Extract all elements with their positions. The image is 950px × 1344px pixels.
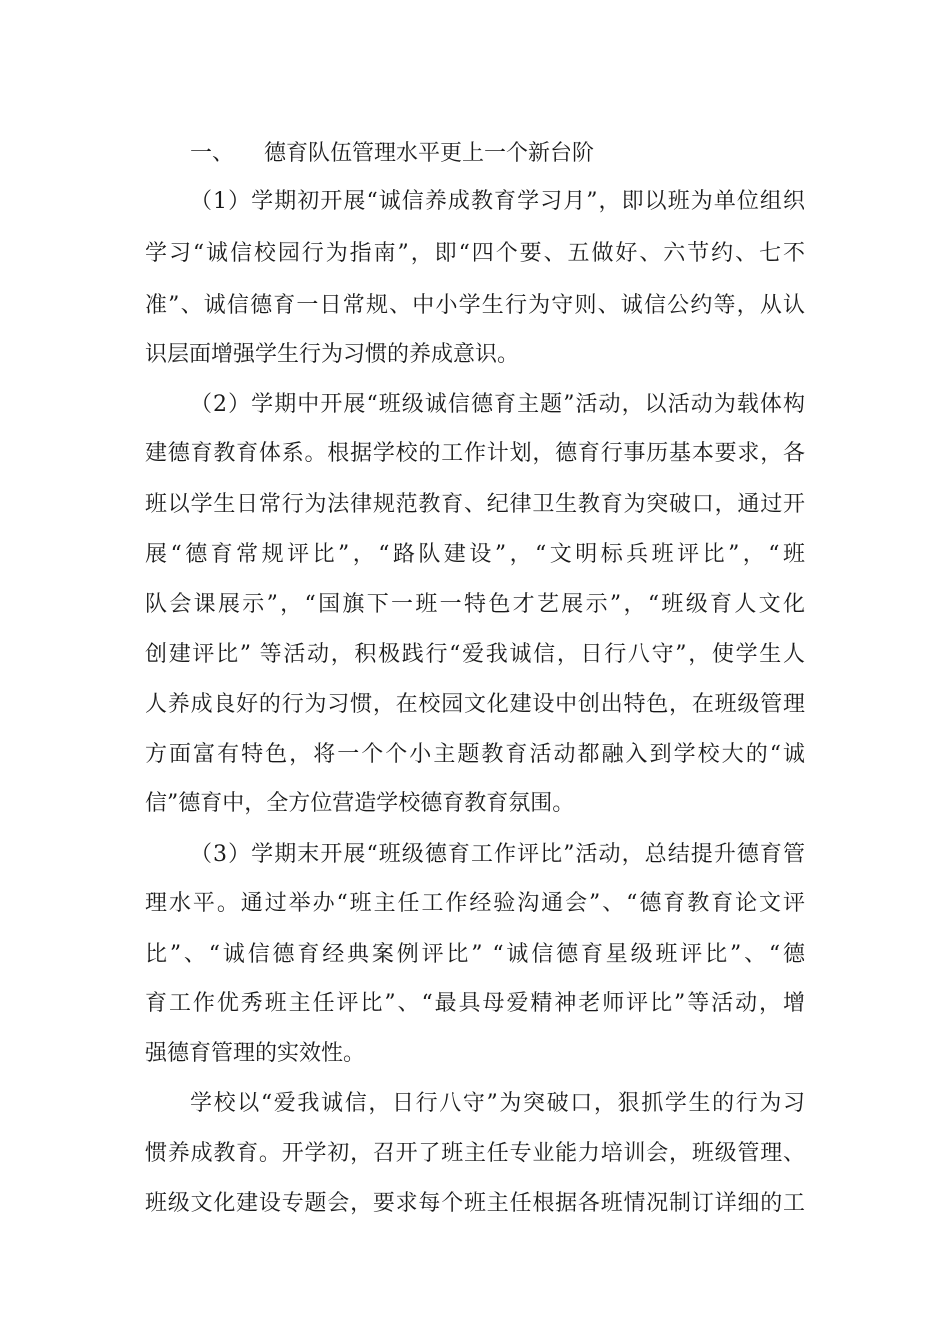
paragraph-1-line-2: 学习“诚信校园行为指南”，即“四个要、五做好、六节约、七不 [145,241,805,266]
paragraph-1-line-3: 准”、诚信德育一日常规、中小学生行为守则、诚信公约等，从认 [145,293,805,318]
paragraph-3-line-2: 理水平。通过举办“班主任工作经验沟通会”、“德育教育论文评 [145,891,805,916]
section-title: 德育队伍管理水平更上一个新台阶 [264,141,595,166]
paragraph-1-line-4: 识层面增强学生行为习惯的养成意识。 [145,342,520,367]
paragraph-3-line-3: 比”、“诚信德育经典案例评比” “诚信德育星级班评比”、“德 [145,942,805,967]
paragraph-2-line-6: 创建评比” 等活动，积极践行“爱我诚信，日行八守”，使学生人 [145,642,805,667]
paragraph-2-line-4: 展“德育常规评比”，“路队建设”，“文明标兵班评比”，“班 [145,542,805,567]
paragraph-2-line-8: 方面富有特色，将一个个小主题教育活动都融入到学校大的“诚 [145,742,805,767]
paragraph-3-line-4: 育工作优秀班主任评比”、“最具母爱精神老师评比”等活动，增 [145,991,805,1016]
paragraph-2-line-9: 信”德育中，全方位营造学校德育教育氛围。 [145,791,575,816]
paragraph-2-line-1: （2）学期中开展“班级诚信德育主题”活动，以活动为载体构 [190,392,805,417]
paragraph-2-line-3: 班以学生日常行为法律规范教育、纪律卫生教育为突破口，通过开 [145,492,805,517]
paragraph-4-line-3: 班级文化建设专题会，要求每个班主任根据各班情况制订详细的工 [145,1191,805,1216]
section-number: 一、 [190,141,235,166]
section-heading [190,138,594,170]
paragraph-2-line-5: 队会课展示”，“国旗下一班一特色才艺展示”，“班级育人文化 [145,592,805,617]
paragraph-4-line-1: 学校以“爱我诚信，日行八守”为突破口，狠抓学生的行为习 [190,1091,805,1116]
paragraph-2-line-7: 人养成良好的行为习惯，在校园文化建设中创出特色，在班级管理 [145,692,805,717]
paragraph-3-line-5: 强德育管理的实效性。 [145,1041,366,1066]
paragraph-3-line-1: （3）学期末开展“班级德育工作评比”活动，总结提升德育管 [190,842,805,867]
paragraph-2-line-2: 建德育教育体系。根据学校的工作计划，德育行事历基本要求，各 [145,441,805,466]
paragraph-4-line-2: 惯养成教育。开学初，召开了班主任专业能力培训会，班级管理、 [145,1141,805,1166]
paragraph-1-line-1: （1）学期初开展“诚信养成教育学习月”，即以班为单位组织 [190,189,805,214]
